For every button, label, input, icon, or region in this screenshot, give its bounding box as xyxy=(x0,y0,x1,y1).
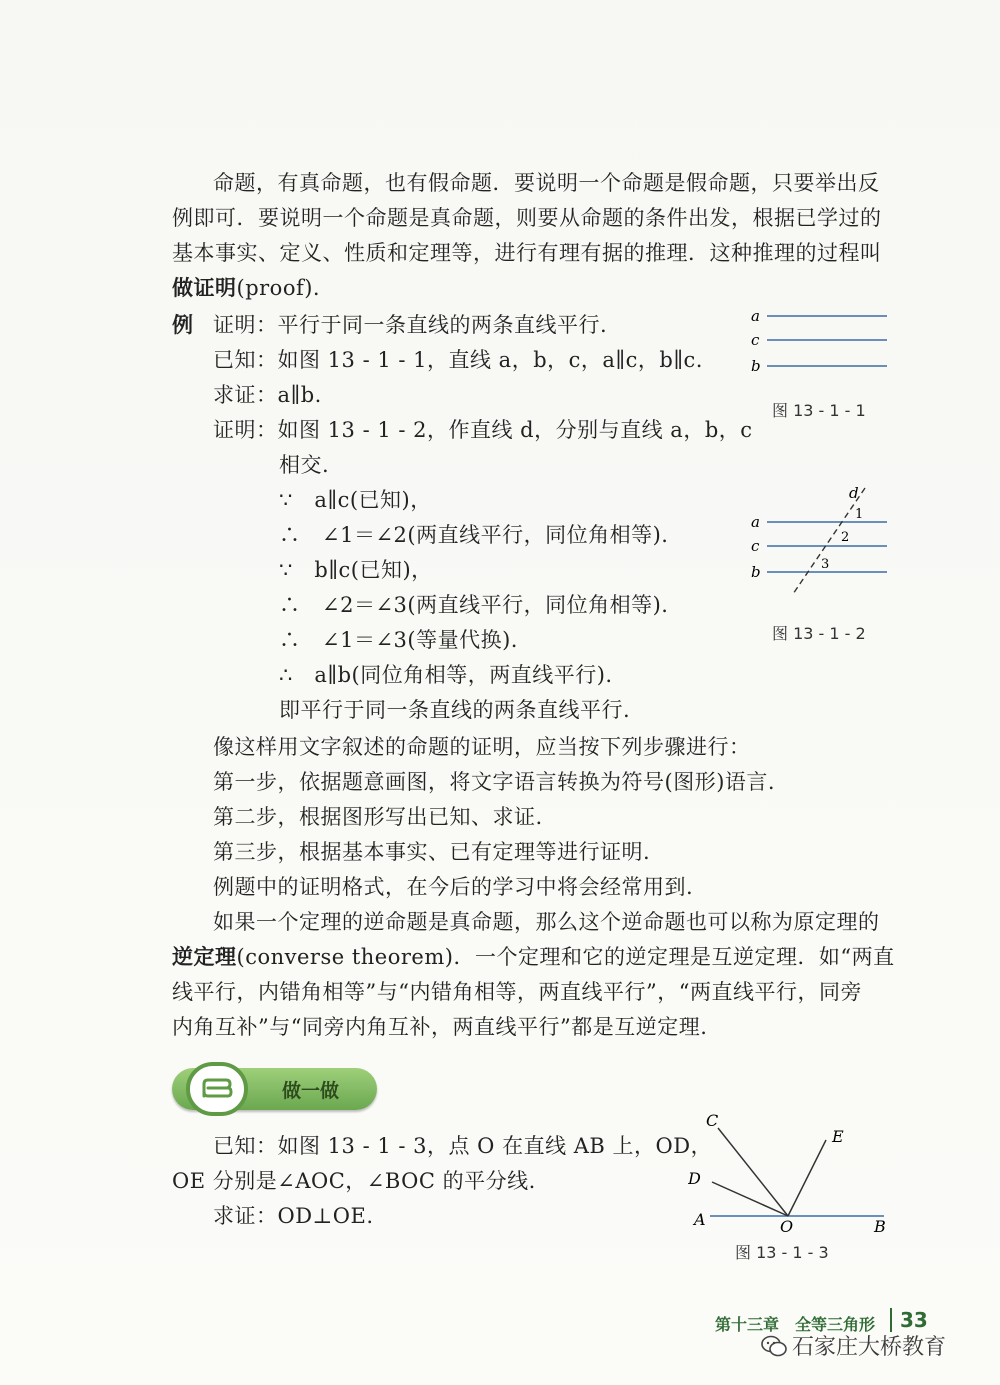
proof-conclusion: 即平行于同一条直线的两条直线平行. xyxy=(279,698,631,722)
paragraph-line: 第二步，根据图形写出已知、求证. xyxy=(213,805,543,829)
label-a: a xyxy=(751,307,760,325)
activity-label: 做一做 xyxy=(282,1080,340,1102)
angle-3-label: 3 xyxy=(821,557,830,572)
hand-icon xyxy=(186,1062,248,1116)
term-converse-rest: (converse theorem)．一个定理和它的逆定理是互逆定理．如“两直 xyxy=(236,945,895,969)
paragraph-line xyxy=(172,942,895,972)
step-text: a∥c(已知)， xyxy=(314,488,432,512)
step-text: ∠2＝∠3(两直线平行，同位角相等). xyxy=(322,593,669,617)
therefore-symbol: ∴ xyxy=(279,663,293,687)
label-c: c xyxy=(751,537,760,555)
figure-13-1-3 xyxy=(688,1108,898,1238)
activity-line: 已知：如图 13 - 1 - 3，点 O 在直线 AB 上，OD， xyxy=(213,1134,713,1158)
point-A-label: A xyxy=(694,1210,706,1229)
point-D-label: D xyxy=(688,1169,701,1188)
chapter-title: 第十三章 全等三角形 xyxy=(715,1315,876,1334)
label-b: b xyxy=(751,357,761,375)
paragraph-line: 线平行，内错角相等”与“内错角相等，两直线平行”，“两直线平行，同旁 xyxy=(172,980,862,1004)
example-label: 例 xyxy=(172,312,194,337)
term-converse-theorem: 逆定理 xyxy=(172,944,237,969)
paragraph-line xyxy=(172,273,320,303)
paragraph-line: 像这样用文字叙述的命题的证明，应当按下列步骤进行： xyxy=(213,735,751,759)
wechat-icon xyxy=(760,1334,788,1358)
given-line: 已知：如图 13 - 1 - 1，直线 a，b，c，a∥c，b∥c. xyxy=(213,348,703,372)
paragraph-line: 第一步，依据题意画图，将文字语言转换为符号(图形)语言. xyxy=(213,770,776,794)
figure-13-1-2 xyxy=(745,482,895,602)
activity-line: OE 分别是∠AOC，∠BOC 的平分线. xyxy=(172,1169,536,1193)
therefore-symbol: ∴ xyxy=(279,628,301,652)
therefore-symbol: ∴ xyxy=(279,593,301,617)
figure-caption: 图 13 - 1 - 2 xyxy=(772,624,866,643)
paragraph-line: 例即可．要说明一个命题是真命题，则要从命题的条件出发，根据已学过的 xyxy=(172,206,882,230)
footer-divider xyxy=(890,1308,892,1332)
example-statement: 证明：平行于同一条直线的两条直线平行. xyxy=(213,313,608,337)
label-d: d xyxy=(849,484,859,502)
angle-2-label: 2 xyxy=(841,530,850,545)
step-text: b∥c(已知)， xyxy=(314,558,433,582)
proof-step xyxy=(279,660,613,690)
prove-line: 求证：a∥b. xyxy=(213,383,322,407)
term-proof: 做证明 xyxy=(172,275,237,300)
because-symbol: ∵ xyxy=(279,558,293,582)
figure-caption: 图 13 - 1 - 1 xyxy=(772,401,866,420)
label-b: b xyxy=(751,563,761,581)
term-proof-english: (proof). xyxy=(236,276,321,300)
proof-step xyxy=(279,520,668,550)
point-E-label: E xyxy=(832,1127,844,1146)
step-text: a∥b(同位角相等，两直线平行). xyxy=(314,663,613,687)
proof-step xyxy=(279,625,518,655)
label-a: a xyxy=(751,513,760,531)
label-c: c xyxy=(751,331,760,349)
step-text: ∠1＝∠2(两直线平行，同位角相等). xyxy=(322,523,669,547)
proof-step xyxy=(279,590,668,620)
because-symbol: ∵ xyxy=(279,488,293,512)
point-C-label: C xyxy=(706,1111,719,1130)
figure-13-1-1 xyxy=(745,300,895,380)
point-B-label: B xyxy=(874,1217,886,1236)
paragraph-line: 例题中的证明格式，在今后的学习中将会经常用到. xyxy=(213,875,694,899)
page-number: 33 xyxy=(900,1308,928,1332)
proof-line: 相交. xyxy=(279,453,330,477)
watermark-text: 石家庄大桥教育 xyxy=(792,1335,947,1360)
proof-line: 证明：如图 13 - 1 - 2，作直线 d，分别与直线 a，b，c xyxy=(213,418,753,442)
step-text: ∠1＝∠3(等量代换). xyxy=(322,628,518,652)
angle-1-label: 1 xyxy=(855,507,864,522)
paragraph-line: 命题，有真命题，也有假命题．要说明一个命题是假命题，只要举出反 xyxy=(213,171,880,195)
paragraph-line: 如果一个定理的逆命题是真命题，那么这个逆命题也可以称为原定理的 xyxy=(213,910,880,934)
proof-step xyxy=(279,555,433,585)
paragraph-line: 第三步，根据基本事实、已有定理等进行证明. xyxy=(213,840,651,864)
figure-caption: 图 13 - 1 - 3 xyxy=(735,1243,829,1262)
paragraph-line: 基本事实、定义、性质和定理等，进行有理有据的推理．这种推理的过程叫 xyxy=(172,241,882,265)
proof-step xyxy=(279,485,432,515)
therefore-symbol: ∴ xyxy=(279,523,301,547)
activity-line: 求证：OD⊥OE. xyxy=(213,1204,374,1228)
point-O-label: O xyxy=(780,1217,794,1236)
paragraph-line: 内角互补”与“同旁内角互补，两直线平行”都是互逆定理. xyxy=(172,1015,708,1039)
